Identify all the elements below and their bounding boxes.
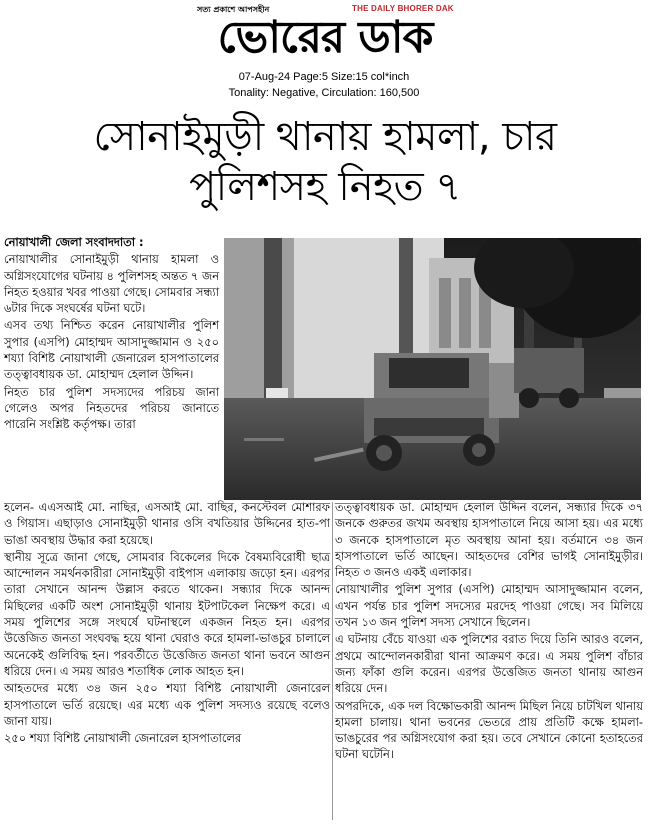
article-column-2 (4, 499, 330, 747)
paragraph: তত্ত্বাবধায়ক ডা. মোহাম্মদ হেলাল উদ্দিন বলেন, সন্ধ্যার দিকে ৩৭ জনকে গুরুতর জখম অবস্থায় হাসপাতালে নিয়ে আসা হয়। এর মধ্যে ৩ জনকে হাসপাতালে মৃত অবস্থায় আনা হয়। বর্তমানে ৩৪ জন হাসপাতালে ভর্তি আছেন। আহতদের বেশির ভাগই সোনাইমুড়ীর। নিহত ৩ জনও একই এলাকার। (335, 500, 643, 580)
masthead-english-name: THE DAILY BHORER DAK (352, 4, 454, 13)
masthead-tagline: সত্য প্রকাশে আপসহীন (197, 5, 270, 14)
masthead (0, 0, 648, 68)
paragraph: এ ঘটনায় বেঁচে যাওয়া এক পুলিশের বরাত দিয়ে তিনি আরও বলেন, প্রথমে আন্দোলনকারীরা থানা আক্রমণ করে। এ সময় পুলিশ বাঁচার জন্য ফাঁকা গুলি করেন। এরপর উত্তেজিত জনতা থানায় আগুন ধরিয়ে দেন। (335, 632, 643, 696)
paragraph: অপরদিকে, এক দল বিক্ষোভকারী আনন্দ মিছিল নিয়ে চাটখিল থানায় হামলা চালায়। থানা ভবনের ভেতরে প্রায় প্রতিটি কক্ষে হামলা-ভাঙচুরের পর অগ্নিসংযোগ করা হয়। তবে সেখানে কোনো হতাহতের ঘটনা ঘটেনি। (335, 698, 643, 762)
byline: নোয়াখালী জেলা সংবাদদাতা : (4, 235, 144, 249)
paragraph: নোয়াখালীর পুলিশ সুপার (এসপি) মোহাম্মদ আসাদুজ্জামান বলেন, এখন পর্যন্ত চার পুলিশ সদস্যের মরদেহ পাওয়া গেছে। সব মিলিয়ে তখন ১৩ জন পুলিশ সদস্য সেখানে ছিলেন। (335, 582, 643, 630)
paragraph: এসব তথ্য নিশ্চিত করেন নোয়াখালীর পুলিশ সুপার (এসপি) মোহাম্মদ আসাদুজ্জামান ও ২৫০ শয্যা বিশিষ্ট নোয়াখালী জেনারেল হাসপাতালের তত্ত্বাবধায়ক ডা. মোহাম্মদ হেলাল উদ্দিন। (4, 318, 219, 382)
headline-line-2: পুলিশসহ নিহত ৭ (189, 164, 461, 210)
paragraph: হলেন- এএসআই মো. নাছির, এসআই মো. বাছির, কনস্টেবল মোশারফ ও গিয়াস। এছাড়াও সোনাইমুড়ী থানার ওসি বখতিয়ার উদ্দিনের হাত-পা ভাঙা অবস্থায় উদ্ধার করা হয়েছে। (4, 500, 330, 547)
news-photo (224, 238, 641, 500)
newspaper-logo: ভোরের ডাক (217, 12, 433, 63)
paragraph: নোয়াখালীর সোনাইমুড়ী থানায় হামলা ও অগ্নিসংযোগের ঘটনায় ৪ পুলিশসহ অন্তত ৭ জন নিহত হওয়ার খবর পাওয়া গেছে। সোমবার সন্ধ্যা ৬টার দিকে সংঘর্ষের ঘটনা ঘটে। (4, 252, 219, 316)
paragraph: স্থানীয় সূত্রে জানা গেছে, সোমবার বিকেলের দিকে বৈষম্যবিরোধী ছাত্র আন্দোলন সমর্থনকারীরা সোনাইমুড়ী বাইপাস এলাকায় জড়ো হন। এরপর তারা সেখানে আনন্দ উল্লাস করতে থাকেন। সন্ধ্যার দিকে আনন্দ মিছিলের একটি অংশ সোনাইমুড়ী থানায় ইটপাটকেল নিক্ষেপ করে। এ সময় পুলিশের সঙ্গে সংঘর্ষে ঘটনাস্থলে একজন নিহত হন। এরপর উত্তেজিত জনতা সংঘবদ্ধ হয়ে থানা ঘেরাও করে হামলা-ভাঙচুর চালালে অনেকেই গুলিবিদ্ধ হন। পরবর্তীতে উত্তেজিত জনতা থানা ভবনে আগুন ধরিয়ে দেন। এ সময় আরও শতাধিক লোক আহত হন। (4, 549, 330, 678)
paragraph: ২৫০ শয্যা বিশিষ্ট নোয়াখালী জেনারেল হাসপাতালের (4, 731, 242, 746)
burned-vehicles-photo (224, 238, 641, 500)
column-divider (332, 502, 333, 820)
article-column-3 (335, 499, 643, 764)
paragraph: নিহত চার পুলিশ সদস্যদের পরিচয় জানা গেলেও অপর নিহতদের পরিচয় জানাতে পারেনি সংশ্লিষ্ট কর্তৃপক্ষ। তারা (4, 384, 219, 432)
clipping-meta-date: 07-Aug-24 Page:5 Size:15 col*inch (238, 71, 410, 83)
headline (20, 112, 630, 212)
paragraph: আহতদের মধ্যে ৩৪ জন ২৫০ শয্যা বিশিষ্ট নোয়াখালী জেনারেল হাসপাতালে ভর্তি রয়েছে। এর মধ্যে এক পুলিশ সদস্যও রয়েছে বলেও জানা যায়। (4, 681, 330, 728)
article-left-column (4, 234, 219, 434)
headline-line-1: সোনাইমুড়ী থানায় হামলা, চার (93, 114, 557, 160)
clipping-meta-tonality: Tonality: Negative, Circulation: 160,500 (228, 87, 420, 99)
